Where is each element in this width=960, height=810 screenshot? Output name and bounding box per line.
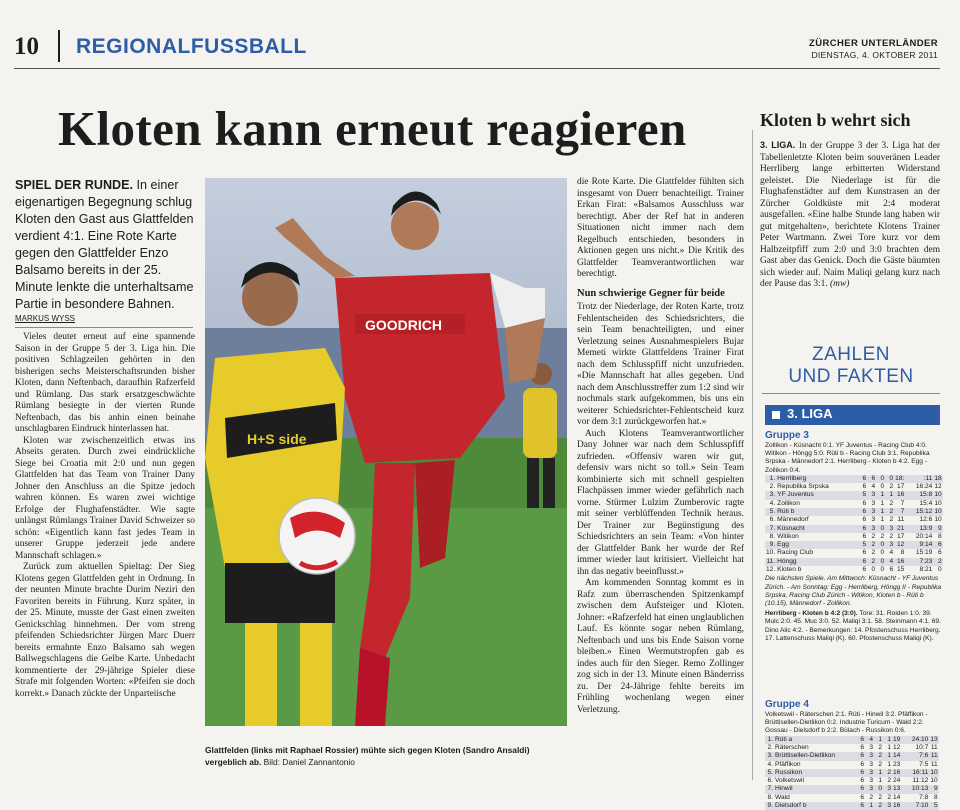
goals-cell: 15:12 <box>915 508 933 515</box>
goals-cell: 10:13 <box>911 785 929 793</box>
team-cell: Republika Srpska <box>777 483 829 491</box>
games-cell: 6 <box>862 516 867 524</box>
games-cell: 6 <box>862 532 867 540</box>
games-cell: 6 <box>860 735 864 743</box>
draws-cell: 0 <box>880 566 885 574</box>
paragraph: die Rote Karte. Die Glattfelder fühlten sich insgesamt von Duerr benachteiligt. Trainer Erkan Firat: «Balsamos Ausschluss war berechtigt. Aber der Ref hat in anderen Situationen nicht immer nach dem Regelbuch entschieden, besonders in Aktionen gegen uns nicht.» Die Kritik des Glattfelder Teamverantwortlichen war berechtigt. <box>577 177 744 279</box>
rank-cell: 1. <box>769 474 776 482</box>
wins-cell: 3 <box>869 760 873 768</box>
wins-cell: 2 <box>869 793 873 801</box>
games-cell: 6 <box>860 785 864 793</box>
points-cell: 13 <box>930 735 938 743</box>
caption-text: Glattfelden (links mit Raphael Rossier) mühte sich gegen Kloten (Sandro Ansaldi) vergeblich ab. <box>205 745 530 767</box>
cards-cell: 19 <box>893 735 901 743</box>
points-cell: 10 <box>934 491 942 499</box>
rank-cell: 9. <box>769 541 776 549</box>
losses-cell: 2 <box>887 793 891 801</box>
wins-cell: 2 <box>871 557 876 565</box>
draws-cell: 2 <box>878 760 882 768</box>
draws-cell: 0 <box>880 557 885 565</box>
rank-cell: 8. <box>767 793 773 801</box>
points-cell: 18 <box>934 474 942 482</box>
side-article <box>760 140 940 316</box>
points-cell: 10 <box>930 768 938 776</box>
group-4-results: Volketswil - Räterschen 2:1. Rüti - Hinwil 3:2. Pfäffikon - Brüttisellen-Dietlikon 0:2. Industrie Turicum - Wald 2:2. Gossau - Dielsdorf b 2:2. Bülach - Russikon 0:6. <box>765 711 928 735</box>
losses-cell: 4 <box>889 549 894 557</box>
goals-cell: 15:8 <box>919 491 933 499</box>
paragraph: Vieles deutet erneut auf eine spannende Saison in der Gruppe 5 der 3. Liga hin. Die positiven Schlagzeilen gehörten in den bisherigen sechs Meisterschaftsrunden bisher Kloten, dann Neftenbach, daraufhin Rafzerfeld und Rümlang. Das stark ersatzgeschwächte Rümlang besiegte in der vierten Runde Neftenbach, das bis anhin einen beinahe unschlagbaren Eindruck hinterlassen hat. <box>15 332 195 434</box>
rank-cell: 3. <box>767 752 773 760</box>
table-row <box>765 794 939 802</box>
wins-cell: 0 <box>871 566 876 574</box>
rank-cell: 9. <box>767 801 773 809</box>
team-cell: Männedorf <box>777 516 809 524</box>
cards-cell: 14 <box>893 793 901 801</box>
games-cell: 6 <box>860 801 864 809</box>
masthead-divider <box>58 30 60 62</box>
games-cell: 6 <box>860 768 864 776</box>
page-number: 10 <box>14 33 39 60</box>
draws-cell: 0 <box>878 785 882 793</box>
table-row <box>765 491 943 499</box>
group-4-table <box>765 736 939 810</box>
goals-cell: 10:7 <box>915 743 929 751</box>
match-details: Tore: 31. Roiden 1:0. 39. Mulc 2:0. 45. Muc 3:0. 52. Maliqi 3:1. 58. Steinmann 4:1. 69. Dino Alic 4:2. - Bemerkungen: 14. Pfostenschuss Herrliberg. 17. Lattenschuss Maliqi (K). 60. Pfostenschuss Maliqi (K). <box>765 610 941 642</box>
draws-cell: 2 <box>878 793 882 801</box>
team-cell: Egg <box>777 541 789 549</box>
goals-cell: 7:23 <box>919 557 933 565</box>
games-cell: 6 <box>860 760 864 768</box>
team-cell: Wald <box>775 793 790 801</box>
rank-cell: 7. <box>767 785 773 793</box>
rank-cell: 2. <box>767 743 773 751</box>
goals-cell: 12:6 <box>919 516 933 524</box>
points-cell: 8 <box>934 793 938 801</box>
cards-cell: 8 <box>900 549 905 557</box>
points-cell: 8 <box>938 532 942 540</box>
rank-cell: 3. <box>769 491 776 499</box>
draws-cell: 0 <box>880 483 885 491</box>
points-cell: 2 <box>938 557 942 565</box>
cards-cell: 16 <box>897 557 905 565</box>
team-cell: Hinwil <box>775 785 793 793</box>
losses-cell: 2 <box>889 532 894 540</box>
byline: MARKUS WYSS <box>15 314 76 323</box>
rank-cell: 4. <box>769 499 776 507</box>
games-cell: 6 <box>860 743 864 751</box>
table-row <box>765 736 939 744</box>
team-cell: Höngg <box>777 557 797 565</box>
team-cell: Herrliberg <box>777 474 807 482</box>
wins-cell: 2 <box>871 549 876 557</box>
cards-cell: 13 <box>893 785 901 793</box>
team-cell: Rüti a <box>775 735 793 743</box>
wins-cell: 3 <box>871 516 876 524</box>
points-cell: 10 <box>934 516 942 524</box>
points-cell: 9 <box>938 524 942 532</box>
paragraph: Auch Klotens Teamverantwortlicher Dany Johner war nach dem Schlusspfiff zufrieden. «Offensiv waren wir gut, defensiv wars nicht so toll.» Sein Team kombinierte sich mit schnell gespielten Flachpässen immer wieder gefährlich nach vorne. Stürmer Lulzim Zumberovic ragte mit seiner verblüffenden Technik heraus. Der Trainer zur Begünstigung des Schiedsrichters an sein Team: «Von hinter der Glattfelder Bank her wurde der Ref immer wieder laut kritisiert. Vielleicht hat ihn das negativ beeinflusst.» <box>577 428 744 577</box>
rank-cell: 5. <box>769 508 776 515</box>
table-row <box>765 525 943 533</box>
draws-cell: 0 <box>880 524 885 532</box>
photo-caption <box>205 745 567 768</box>
masthead-rule <box>14 68 940 69</box>
table-row <box>765 483 943 491</box>
cards-cell: 11 <box>897 516 905 524</box>
side-headline: Kloten b wehrt sich <box>760 110 911 130</box>
match-title: Herrliberg - Kloten b 4:2 (3:0). <box>765 610 858 618</box>
goals-cell: 9:14 <box>919 541 933 549</box>
side-kicker: 3. LIGA. <box>760 140 796 150</box>
points-cell: 10 <box>934 508 942 515</box>
draws-cell: 2 <box>880 532 885 540</box>
cards-cell: 12 <box>893 743 901 751</box>
draws-cell: 0 <box>880 541 885 549</box>
group-3-table <box>765 475 943 575</box>
goals-cell: 20:14 <box>915 532 933 540</box>
points-cell: 11 <box>930 743 938 751</box>
draws-cell: 1 <box>880 516 885 524</box>
table-row <box>765 533 943 541</box>
group-3-title: Gruppe 3 <box>765 430 809 441</box>
cards-cell: 17 <box>897 532 905 540</box>
draws-cell: 1 <box>880 491 885 499</box>
team-cell: Russikon <box>775 768 803 776</box>
table-row <box>765 752 939 760</box>
paragraph <box>760 140 940 291</box>
match-report <box>765 610 943 643</box>
wins-cell: 3 <box>871 524 876 532</box>
column-rule <box>752 130 753 780</box>
wins-cell: 1 <box>869 801 873 809</box>
games-cell: 6 <box>862 557 867 565</box>
team-cell: Witikon <box>777 532 799 540</box>
group-4-title: Gruppe 4 <box>765 699 809 710</box>
draws-cell: 1 <box>878 735 882 743</box>
team-cell: Zollikon <box>777 499 800 507</box>
draws-cell: 2 <box>878 743 882 751</box>
losses-cell: 0 <box>889 474 894 482</box>
games-cell: 6 <box>862 483 867 491</box>
team-cell: Racing Club <box>777 549 814 557</box>
table-row <box>765 769 939 777</box>
team-cell: Küsnacht <box>777 524 805 532</box>
games-cell: 6 <box>862 499 867 507</box>
jersey-sponsor-yellow: H+S side <box>247 431 307 447</box>
goals-cell: 7:5 <box>919 760 929 768</box>
team-cell: YF Juventus <box>777 491 814 499</box>
table-row <box>765 541 943 549</box>
table-row <box>765 761 939 769</box>
wins-cell: 3 <box>869 743 873 751</box>
losses-cell: 1 <box>887 760 891 768</box>
table-row <box>765 744 939 752</box>
lead-kicker: SPIEL DER RUNDE. <box>15 178 134 192</box>
losses-cell: 2 <box>889 508 894 515</box>
wins-cell: 3 <box>869 785 873 793</box>
losses-cell: 3 <box>887 801 891 809</box>
table-row <box>765 516 943 524</box>
league-title: 3. LIGA <box>787 406 833 421</box>
subheading: Nun schwierige Gegner für beide <box>577 287 725 299</box>
cards-cell: 17 <box>897 483 905 491</box>
games-cell: 6 <box>862 474 867 482</box>
side-credit: (mw) <box>830 279 850 289</box>
cards-cell: 14 <box>893 752 901 760</box>
points-cell: 10 <box>934 499 942 507</box>
cards-cell: 21 <box>897 524 905 532</box>
paragraph: Am kommenden Sonntag kommt es in Rafz zum überraschenden Spitzenkampf zwischen dem Aufsteiger und Kloten. Johner: «Rafzerfeld hat einen unglaublichen Lauf. Es könnte sogar neben Rümlang, Neftenbach und uns bis Ende Saison vorne bleiben.» Einen Wermutstropfen gab es indes auch für den Sieger. Remo Zollinger zog sich in der 13. Minute einen Bänderriss zu. Der 24-Jährige fehlte bereits im Frühling wochenlang wegen einer Verletzung. <box>577 578 744 715</box>
rank-cell: 1. <box>767 735 773 743</box>
table-row <box>765 508 943 516</box>
cards-cell: 7 <box>900 499 905 507</box>
facts-title-line-2: UND FAKTEN <box>788 366 914 387</box>
issue-date: DIENSTAG, 4. OKTOBER 2011 <box>811 50 938 60</box>
rank-cell: 8. <box>769 532 776 540</box>
cards-cell: 23 <box>893 760 901 768</box>
rank-cell: 5. <box>767 768 773 776</box>
group-3-results: Zollikon - Küsnacht 0:1. YF Juventus - Racing Club 4:0. Witikon - Höngg 5:0. Rüti b - Racing Club 3:1. Republika Srpska - Männedorf 2:1. Herrliberg - Kloten b 4:2. Egg - Zollikon 0:4. <box>765 442 930 474</box>
draws-cell: 2 <box>878 801 882 809</box>
article-column-1 <box>15 332 195 784</box>
team-cell: Rüti b <box>777 508 795 515</box>
goals-cell: 24:10 <box>911 735 929 743</box>
games-cell: 6 <box>862 566 867 574</box>
league-marker <box>772 411 780 419</box>
wins-cell: 4 <box>871 483 876 491</box>
team-cell: Pfäffikon <box>775 760 801 768</box>
draws-cell: 2 <box>878 752 882 760</box>
jersey-sponsor-red: GOODRICH <box>365 317 442 333</box>
newspaper-name: ZÜRCHER UNTERLÄNDER <box>809 38 938 49</box>
team-cell: Volketswil <box>775 777 804 785</box>
team-cell: Kloten b <box>777 566 802 574</box>
group-4-box <box>765 699 943 810</box>
rank-cell: 10. <box>766 549 776 557</box>
table-row <box>765 785 939 793</box>
points-cell: 6 <box>938 549 942 557</box>
losses-cell: 3 <box>889 524 894 532</box>
paragraph: Trotz der Niederlage, der Roten Karte, trotz Fehlentscheiden des Schiedsrichters, die sein Team benachteiligten, und einer Verletzung seines Ausnahmespielers Bujar Memeti wirkte Glattfeldens Trainer Firat nach dem Schlusspfiff nicht unzufrieden. «Die Mannschaft hat alles gegeben. Und nach dem Anschlusstreffer zum 1:2 sind wir nochmals stark aufgekommen, bis uns ein weiterer Schiedsrichter-Fehlentscheid kurz vor dem 3:1 zurückgeworfen hat.» <box>577 302 744 427</box>
goals-cell: 15:4 <box>919 499 933 507</box>
losses-cell: 1 <box>887 743 891 751</box>
points-cell: 11 <box>930 760 938 768</box>
wins-cell: 3 <box>871 499 876 507</box>
points-cell: 0 <box>938 566 942 574</box>
rank-cell: 12. <box>766 566 776 574</box>
lead-rule <box>15 327 193 328</box>
article-headline: Kloten kann erneut reagieren <box>58 101 687 156</box>
rank-cell: 6. <box>767 777 773 785</box>
losses-cell: 1 <box>887 735 891 743</box>
wins-cell: 3 <box>869 752 873 760</box>
table-row <box>765 802 939 810</box>
table-row <box>765 777 939 785</box>
games-cell: 6 <box>860 752 864 760</box>
table-row <box>765 475 943 483</box>
draws-cell: 1 <box>880 499 885 507</box>
cards-cell: 16 <box>893 801 901 809</box>
wins-cell: 2 <box>871 541 876 549</box>
goals-cell: 7:8 <box>919 793 929 801</box>
goals-cell: 7:6 <box>919 752 929 760</box>
side-text: In der Gruppe 3 der 3. Liga hat der Tabellenletzte Kloten beim souveränen Leader Herrliberg lange erbitterten Widerstand geleistet. Die Niederlage ist für die Flughafenstädter auf dem Kunstrasen an der Zürcher Goldküste mit 2:4 moderat ausgefallen. «Eine halbe Stunde lang haben wir gut mitgehalten», berichtete Klotens Trainer Peter Wartmann. Zwei Tore kurz vor dem Halbzeitpfiff zum 2:0 und 3:0 brachten dem Gast aber das Genick. Doch die Gäste bäumten sich wieder auf. Naim Maliqi gelang kurz nach der Pause das 3:1. <box>760 141 940 289</box>
losses-cell: 2 <box>887 768 891 776</box>
rank-cell: 7. <box>769 524 776 532</box>
facts-rule <box>762 393 940 394</box>
games-cell: 6 <box>860 793 864 801</box>
table-row <box>765 549 943 557</box>
goals-cell: 16:11 <box>912 768 929 776</box>
cards-cell: 7 <box>900 508 905 515</box>
losses-cell: 2 <box>887 777 891 785</box>
wins-cell: 3 <box>871 508 876 515</box>
wins-cell: 4 <box>869 735 873 743</box>
paragraph: Kloten war zwischenzeitlich etwas ins Abseits geraten. Durch zwei eindrückliche Siege bei Croatia mit 2:0 und nun gegen Glattfelden hat das Team von Trainer Dany Johner den Anschluss an die Spitze jedoch wahren können. Es waren zwei wichtige Erfolge der Flughafenstädter. Wie sagte unlängst Rümlangs Trainer David Schweizer so schön: «Eigentlich kann fast jedes Team in unserer Gruppe jederzeit jede andere Mannschaft schlagen.» <box>15 435 195 561</box>
wins-cell: 2 <box>871 532 876 540</box>
draws-cell: 0 <box>880 474 885 482</box>
goals-cell: 8:21 <box>919 566 933 574</box>
cards-cell: 16 <box>897 491 905 499</box>
wins-cell: 6 <box>871 474 876 482</box>
group-3-box <box>765 430 943 643</box>
team-cell: Brüttisellen-Dietlikon <box>775 752 836 760</box>
paragraph: Zurück zum aktuellen Spieltag: Der Sieg Klotens gegen Glattfelden geht in Ordnung. In der neunten Minute brachte Durim Neziri den Favoriten bereits in Führung. Kurz später, in der 25. Minute, musste der Gast einen zweiten Genickschlag hinnehmen. Der vom streng pfeifenden Schiedsrichter Jürgen Marc Duerr bereits ermahnte Enzo Balsamo sah wegen Ballwegschlagens die Gelbe Karte. Unbedacht kommentierte der 29-jährige Spieler diese Strafe mit folgenden Worten: «Pfeifen sie doch korrekt.» Danach zückte der Unparteiische <box>15 562 195 699</box>
article-column-2 <box>577 177 744 785</box>
rank-cell: 6. <box>769 516 776 524</box>
goals-cell: 7:10 <box>915 801 929 809</box>
games-cell: 6 <box>862 549 867 557</box>
wins-cell: 3 <box>871 491 876 499</box>
points-cell: 12 <box>934 483 942 491</box>
goals-cell: :11 <box>923 474 933 482</box>
section-title: REGIONALFUSSBALL <box>76 35 307 58</box>
team-cell: Räterschen <box>775 743 809 751</box>
points-cell: 11 <box>930 752 938 760</box>
losses-cell: 3 <box>889 541 894 549</box>
cards-cell: 24 <box>893 777 901 785</box>
table-row <box>765 566 943 574</box>
games-cell: 6 <box>862 508 867 515</box>
losses-cell: 3 <box>887 785 891 793</box>
draws-cell: 1 <box>878 768 882 776</box>
games-cell: 6 <box>860 777 864 785</box>
points-cell: 10 <box>930 777 938 785</box>
losses-cell: 4 <box>889 557 894 565</box>
team-cell: Dielsdorf b <box>775 801 807 809</box>
wins-cell: 3 <box>869 768 873 776</box>
points-cell: 6 <box>938 541 942 549</box>
cards-cell: 12 <box>897 541 905 549</box>
match-photo <box>205 178 567 726</box>
facts-title-line-1: ZAHLEN <box>812 344 890 365</box>
photo-illustration <box>205 178 567 726</box>
points-cell: 9 <box>934 785 938 793</box>
cards-cell: 16 <box>893 768 901 776</box>
rank-cell: 11. <box>766 557 776 565</box>
losses-cell: 2 <box>889 516 894 524</box>
losses-cell: 2 <box>889 499 894 507</box>
goals-cell: 16:24 <box>915 483 933 491</box>
points-cell: 5 <box>934 801 938 809</box>
goals-cell: 13:9 <box>919 524 933 532</box>
cards-cell: 18: <box>895 474 905 482</box>
losses-cell: 1 <box>889 491 894 499</box>
cards-cell: 15 <box>897 566 905 574</box>
games-cell: 6 <box>862 524 867 532</box>
losses-cell: 6 <box>889 566 894 574</box>
article-lead <box>15 177 195 313</box>
lead-text: In einer eigenartigen Begegnung schlug Kloten den Gast aus Glattfelden verdient 4:1. Eine Rote Karte gegen den Glattfelder Enzo Balsamo bereits in der 25. Minute lenkte die unterhaltsame Partie in besondere Bahnen. <box>15 178 194 311</box>
table-row <box>765 558 943 566</box>
rank-cell: 4. <box>767 760 773 768</box>
draws-cell: 1 <box>880 508 885 515</box>
rank-cell: 2. <box>769 483 776 491</box>
goals-cell: 15:19 <box>915 549 933 557</box>
games-cell: 5 <box>862 541 867 549</box>
group-3-next-games: Die nächsten Spiele. Am Mittwoch: Küsnacht - YF Juventus Zürich. - Am Sonntag: Egg - Herrliberg, Höngg II - Republika Srpska, Racing Club Zürich - Witikon, Kloten b - Rüti b (10.15), Männedorf - Zollikon. <box>765 575 942 607</box>
table-row <box>765 500 943 508</box>
photo-credit: Bild: Daniel Zannantonio <box>263 756 355 767</box>
goals-cell: 11:12 <box>912 777 929 785</box>
draws-cell: 0 <box>880 549 885 557</box>
losses-cell: 2 <box>889 483 894 491</box>
losses-cell: 1 <box>887 752 891 760</box>
games-cell: 5 <box>862 491 867 499</box>
wins-cell: 3 <box>869 777 873 785</box>
draws-cell: 1 <box>878 777 882 785</box>
